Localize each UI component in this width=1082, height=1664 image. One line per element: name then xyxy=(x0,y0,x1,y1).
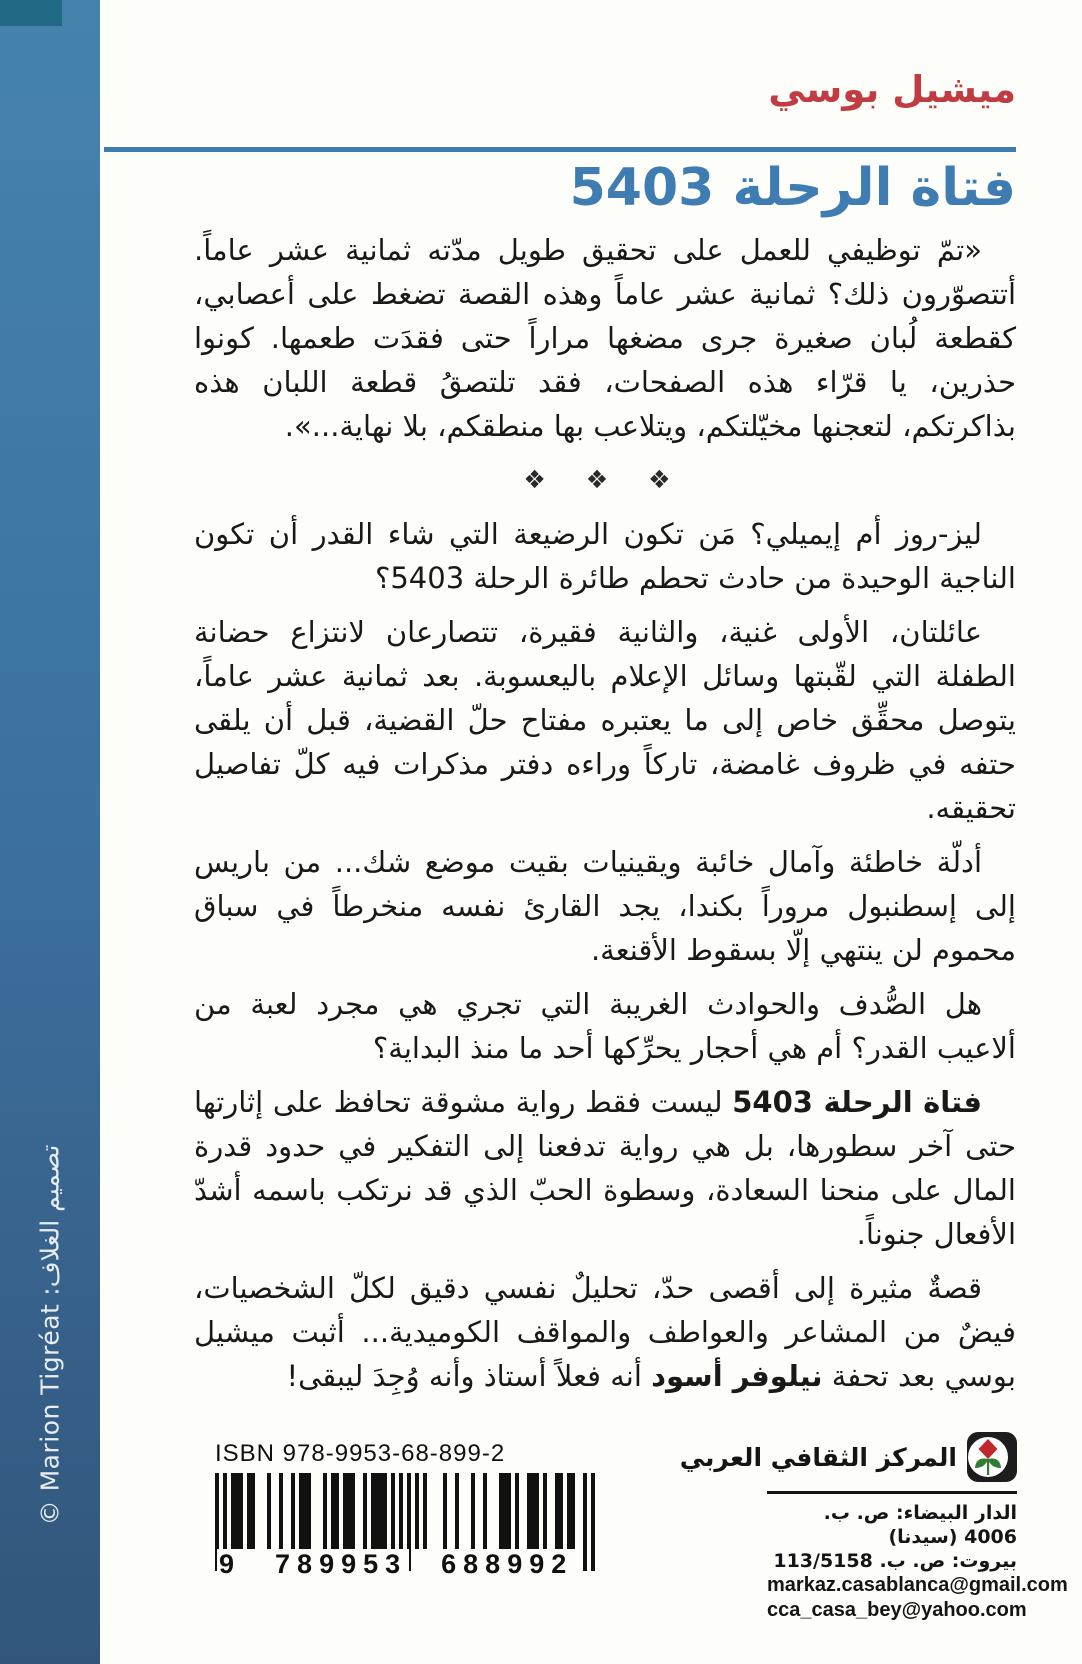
paragraph: عائلتان، الأولى غنية، والثانية فقيرة، تتصارعان لانتزاع حضانة الطفلة التي لقّبتها وسائل الإعلام باليعسوبة. بعد ثمانية عشر عاماً، يتوصل محقِّق خاص إلى ما يعتبره مفتاح حلّ القضية، قبل أن يلقى حتفه في ظروف غامضة، تاركاً وراءه دفتر مذكرات فيه كلّ تفاصيل تحقيقه. xyxy=(194,615,1016,825)
paragraph: قصةٌ مثيرة إلى أقصى حدّ، تحليلٌ نفسي دقيق لكلّ الشخصيات، فيضٌ من المشاعر والعواطف والمواقف الكوميدية... أثبت ميشيل بوسي بعد تحفة نيلوفر أسود أنه فعلاً أستاذ وأنه وُجِدَ ليبقى! xyxy=(194,1271,1016,1393)
author-name: ميشيل بوسي xyxy=(768,68,1016,111)
publisher-address-beirut: بيروت: ص. ب. 113/5158 xyxy=(773,1550,1017,1572)
isbn-text: ISBN 978-9953-68-899-2 xyxy=(215,1440,506,1467)
publisher-email-gmail: markaz.casablanca@gmail.com xyxy=(767,1574,1068,1596)
spine-stripe xyxy=(0,0,100,1664)
back-cover-text xyxy=(194,228,1016,1408)
publisher-row xyxy=(679,1432,1017,1482)
spine-top-patch xyxy=(0,0,62,26)
isbn-block xyxy=(215,1440,615,1580)
publisher-address-casablanca: الدار البيضاء: ص. ب. 4006 (سيدنا) xyxy=(823,1502,1017,1548)
paragraph: فتاة الرحلة 5403 ليست فقط رواية مشوقة تحافظ على إثارتها حتى آخر سطورها، بل هي رواية تدفعنا إلى التفكير في حدود قدرة المال على منحنا السعادة، وسطوة الحبّ الذي قد نرتكب باسمه أشدّ الأفعال جنوناً. xyxy=(194,1085,1016,1251)
publisher-divider-rule xyxy=(767,1491,1017,1494)
paragraph: أدلّة خاطئة وآمال خائبة ويقينيات بقيت موضع شك... من باريس إلى إسطنبول مروراً بكندا، يجد القارئ نفسه منخرطاً في سباق محموم لن ينتهي إلّا بسقوط الأقنعة. xyxy=(194,845,1016,967)
paragraph: «تمّ توظيفي للعمل على تحقيق طويل مدّته ثمانية عشر عاماً. أتتصوّرون ذلك؟ ثمانية عشر عاماً وهذه القصة تضغط على أعصابي، كقطعة لُبان صغيرة جرى مضغها مراراً حتى فقدَت طعمها. كونوا حذرين، يا قرّاء هذه الصفحات، فقد تلتصقُ قطعة اللبان هذه بذاكرتكم، لتعجنها مخيّلتكم، ويتلاعب بها منطقكم، بلا نهاية...». xyxy=(194,233,1016,443)
separator-ornament: ❖ ❖ ❖ xyxy=(523,465,687,494)
title-divider-rule xyxy=(104,147,1016,152)
paragraph: ليز-روز أم إيميلي؟ مَن تكون الرضيعة التي شاء القدر أن تكون الناجية الوحيدة من حادث تحطم طائرة الرحلة 5403؟ xyxy=(194,517,1016,595)
cover-design-credit: تصميم الغلاف: Marion Tigréat © xyxy=(35,1144,65,1526)
publisher-block xyxy=(679,1432,1068,1623)
paragraph: هل الصُّدف والحوادث الغريبة التي تجري هي مجرد لعبة من ألاعيب القدر؟ أم هي أحجار يحرِّكها أحد ما منذ البداية؟ xyxy=(194,987,1016,1065)
publisher-flower-logo-icon xyxy=(967,1432,1017,1482)
publisher-email-yahoo: cca_casa_bey@yahoo.com xyxy=(767,1599,1027,1621)
book-title: فتاة الرحلة 5403 xyxy=(569,158,1016,218)
publisher-name: المركز الثقافي العربي xyxy=(679,1442,957,1472)
barcode-number: 9 789953 688992 xyxy=(219,1549,574,1579)
